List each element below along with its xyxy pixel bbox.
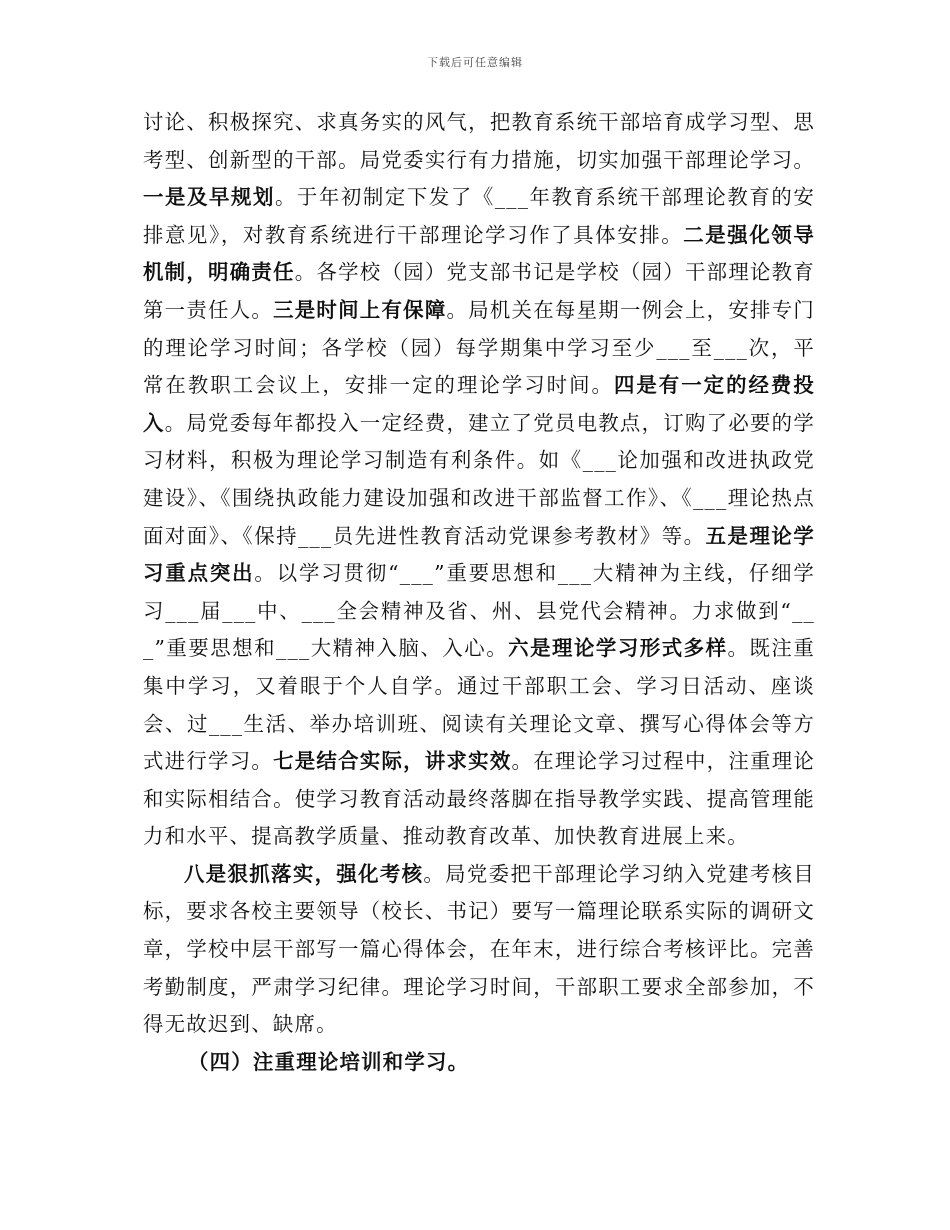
text-segment: 。以学习贯彻“___”重要思想和___大精神为主线，仔细学习___届___中、___全会精神及省、州、县党代会精神。力求做到“___”重要思想和___大精神入脑、入心。 [143,561,815,661]
text-segment: 。在理论学习过程中，注重理论和实际相结合。使学习教育活动最终落脚在指导教学实践、提高管理能力和水平、提高教学质量、推动教育改革、加快教育进展上来。 [143,749,816,849]
bold-text-segment: 四是有一定的经费投入 [143,373,816,435]
bold-text-segment: 七是结合实际，讲求实效 [273,749,512,774]
text-segment: 。局党委把干部理论学习纳入党建考核目标，要求各校主要领导（校长、书记）要写一篇理论联系实际的调研文章，学校中层干部写一篇心得体会，在年末，进行综合考核评比。完善考勤制度，严肃学习纪律。理论学习时间，干部职工要求全部参加，不得无故迟到、缺席。 [143,861,815,1037]
paragraph [143,104,815,856]
paragraph [143,856,815,1044]
document-body [143,104,815,1081]
bold-text-segment: 八是狠抓落实，强化考核 [184,861,424,886]
text-segment: 讨论、积极探究、求真务实的风气，把教育系统干部培育成学习型、思考型、创新型的干部。局党委实行有力措施，切实加强干部理论学习。 [143,110,815,172]
bold-text-segment: 一是及早规划 [143,185,275,210]
bold-text-segment: 二是强化领导机制，明确责任 [143,222,815,285]
bold-text-segment: 五是理论学习重点突出 [143,523,816,586]
text-segment: 。局机关在每星期一例会上，安排专门的理论学习时间；各学校（园）每学期集中学习至少___至___次，平常在教职工会议上，安排一定的理论学习时间。 [143,297,816,398]
bold-text-segment: 三是时间上有保障 [273,297,447,322]
text-segment: 。于年初制定下发了《___年教育系统干部理论教育的安排意见》，对教育系统进行干部理论学习作了具体安排。 [143,185,815,247]
text-segment: 。各学校（园）党支部书记是学校（园）干部理论教育第一责任人。 [143,260,815,322]
text-segment: 。既注重集中学习，又着眼于个人自学。通过干部职工会、学习日活动、座谈会、过___生活、举办培训班、阅读有关理论文章、撰写心得体会等方式进行学习。 [143,636,815,774]
section-heading: （四）注重理论培训和学习。 [188,1049,470,1074]
text-segment: 。局党委每年都投入一定经费，建立了党员电教点，订购了必要的学习材料，积极为理论学习制造有利条件。如《___论加强和改进执政党建设》、《围绕执政能力建设加强和改进干部监督工作》、《___理论热点面对面》、《保持___员先进性教育活动党课参考教材》等。 [143,410,816,548]
bold-text-segment: 六是理论学习形式多样 [508,636,728,661]
page-header: 下载后可任意编辑 [427,56,523,69]
